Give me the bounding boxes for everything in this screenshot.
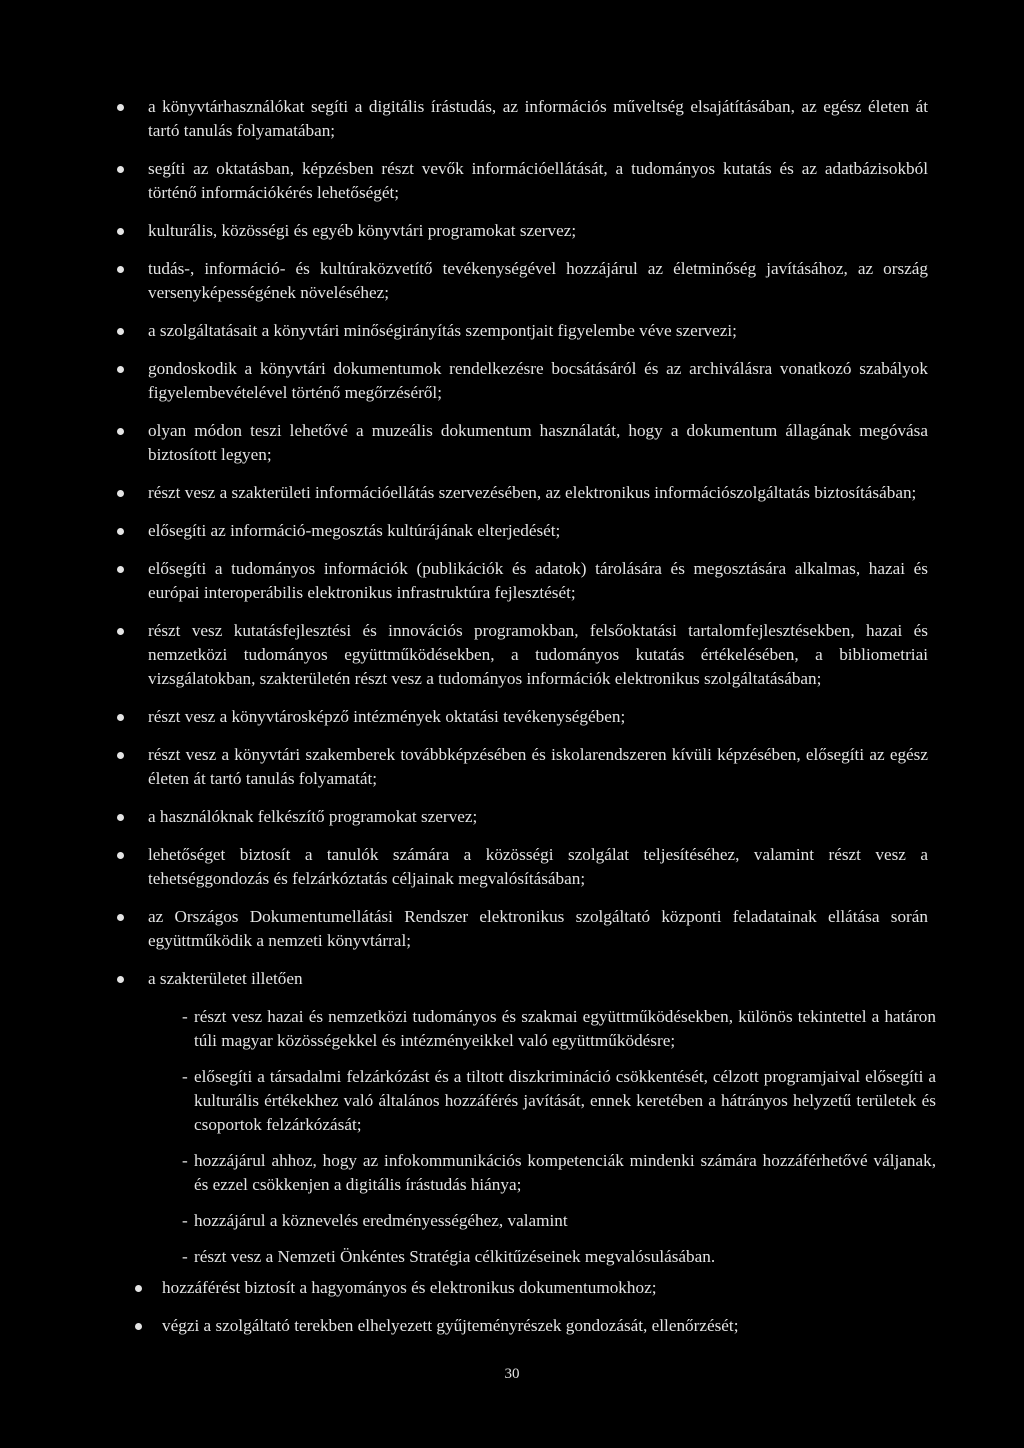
list-item-text: lehetőséget biztosít a tanulók számára a közösségi szolgálat teljesítéséhez, valamint részt vesz a tehetséggondozás és felzárkóztatás céljainak megvalósításában; (148, 845, 928, 888)
list-item-text: tudás-, információ- és kultúraközvetítő tevékenységével hozzájárul az életminőség javításához, az ország versenyképességének növeléséhez; (148, 259, 928, 302)
list-item-text: az Országos Dokumentumellátási Rendszer elektronikus szolgáltató központi feladatainak ellátása során együttműködik a nemzeti könyvtárral; (148, 907, 928, 950)
bullet-icon (117, 266, 124, 273)
list-item (148, 319, 928, 343)
bullet-icon (117, 852, 124, 859)
list-item (148, 357, 928, 405)
list-item (148, 557, 928, 605)
sub-list-item-text: részt vesz hazai és nemzetközi tudományos és szakmai együttműködésekben, különös tekintettel a határon túli magyar közösségekkel és intézményeikkel való együttműködésre; (194, 1007, 936, 1050)
list-item-text: hozzáférést biztosít a hagyományos és elektronikus dokumentumokhoz; (162, 1278, 657, 1297)
bullet-icon (117, 428, 124, 435)
bullet-icon (117, 714, 124, 721)
list-item (148, 905, 928, 953)
sub-list-item-text: hozzájárul a köznevelés eredményességéhez, valamint (194, 1211, 568, 1230)
list-item (148, 157, 928, 205)
bullet-icon (117, 328, 124, 335)
bullet-icon (117, 566, 124, 573)
sub-list-item (182, 1005, 936, 1053)
list-item-text: kulturális, közösségi és egyéb könyvtári programokat szervez; (148, 221, 577, 240)
list-item-text: elősegíti a tudományos információk (publikációk és adatok) tárolására és megosztására alkalmas, hazai és európai interoperábilis elektronikus infrastruktúra fejlesztését; (148, 559, 928, 602)
bullet-icon (117, 228, 124, 235)
list-item (148, 219, 928, 243)
list-item-text: olyan módon teszi lehetővé a muzeális dokumentum használatát, hogy a dokumentum állagának megóvása biztosított legyen; (148, 421, 928, 464)
list-item-text: részt vesz a szakterületi információellátás szervezésében, az elektronikus információszolgáltatás biztosításában; (148, 483, 917, 502)
list-item (148, 419, 928, 467)
list-item (162, 1276, 928, 1300)
list-item (148, 95, 928, 143)
tail-list (162, 1276, 928, 1352)
list-item (148, 519, 928, 543)
dash-marker: - (182, 1151, 188, 1170)
list-item (148, 843, 928, 891)
bullet-icon (117, 490, 124, 497)
bullet-icon (117, 166, 124, 173)
list-item-text: részt vesz a könyvtárosképző intézmények oktatási tevékenységében; (148, 707, 626, 726)
bullet-icon (135, 1323, 142, 1330)
task-list (148, 95, 936, 1283)
bullet-icon (117, 914, 124, 921)
list-item-text: a könyvtárhasználókat segíti a digitális írástudás, az információs műveltség elsajátításában, az egész életen át tartó tanulás folyamatában; (148, 97, 928, 140)
sub-list-item-text: elősegíti a társadalmi felzárkózást és a tiltott diszkrimináció csökkentését, célzott programjaival elősegíti a kulturális értékekhez való általános hozzáférés javítását, ennek keretében a hátrányos helyzetű területek és csoportok felzárkózását; (194, 1067, 936, 1134)
sub-list-item-text: hozzájárul ahhoz, hogy az infokommunikációs kompetenciák mindenki számára hozzáférhetővé váljanak, és ezzel csökkenjen a digitális írástudás hiánya; (194, 1151, 936, 1194)
sub-list-item (182, 1245, 936, 1269)
bullet-icon (135, 1285, 142, 1292)
bullet-icon (117, 814, 124, 821)
list-item-text: a szakterületet illetően (148, 969, 303, 988)
dash-marker: - (182, 1007, 188, 1026)
list-item (148, 619, 928, 691)
list-item-text: a használóknak felkészítő programokat szervez; (148, 807, 478, 826)
list-item-text: segíti az oktatásban, képzésben részt vevők információellátását, a tudományos kutatás és az adatbázisokból történő információkérés lehetőségét; (148, 159, 928, 202)
dash-marker: - (182, 1067, 188, 1086)
page-number: 30 (504, 1366, 520, 1382)
list-item-text: gondoskodik a könyvtári dokumentumok rendelkezésre bocsátásáról és az archiválásra vonatkozó szabályok figyelembevételével történő megőrzéséről; (148, 359, 928, 402)
list-item (148, 481, 928, 505)
dash-marker: - (182, 1247, 188, 1266)
list-item (148, 743, 928, 791)
list-item-text: részt vesz kutatásfejlesztési és innovációs programokban, felsőoktatási tartalomfejlesztésekben, hazai és nemzetközi tudományos együttműködésekben, a tudományos kutatás értékelésében, a bibliometriai vizsgálatokban, szakterületén részt vesz a tudományos információk elektronikus szolgáltatásában; (148, 621, 928, 688)
list-item-text: részt vesz a könyvtári szakemberek továbbképzésében és iskolarendszeren kívüli képzésében, elősegíti az egész életen át tartó tanulás folyamatát; (148, 745, 928, 788)
sub-list (182, 1005, 936, 1269)
sub-list-item (182, 1209, 936, 1233)
dash-marker: - (182, 1211, 188, 1230)
list-item (148, 967, 936, 1269)
list-item (148, 805, 928, 829)
bullet-icon (117, 104, 124, 111)
list-item (162, 1314, 928, 1338)
list-item (148, 257, 928, 305)
list-item (148, 705, 928, 729)
bullet-icon (117, 528, 124, 535)
bullet-icon (117, 752, 124, 759)
bullet-icon (117, 628, 124, 635)
sub-list-item-text: részt vesz a Nemzeti Önkéntes Stratégia célkitűzéseinek megvalósulásában. (194, 1247, 716, 1266)
bullet-icon (117, 976, 124, 983)
list-item-text: a szolgáltatásait a könyvtári minőségirányítás szempontjait figyelembe véve szervezi; (148, 321, 737, 340)
sub-list-item (182, 1149, 936, 1197)
sub-list-item (182, 1065, 936, 1137)
list-item-text: elősegíti az információ-megosztás kultúrájának elterjedését; (148, 521, 561, 540)
bullet-icon (117, 366, 124, 373)
list-item-text: végzi a szolgáltató terekben elhelyezett gyűjteményrészek gondozását, ellenőrzését; (162, 1316, 739, 1335)
